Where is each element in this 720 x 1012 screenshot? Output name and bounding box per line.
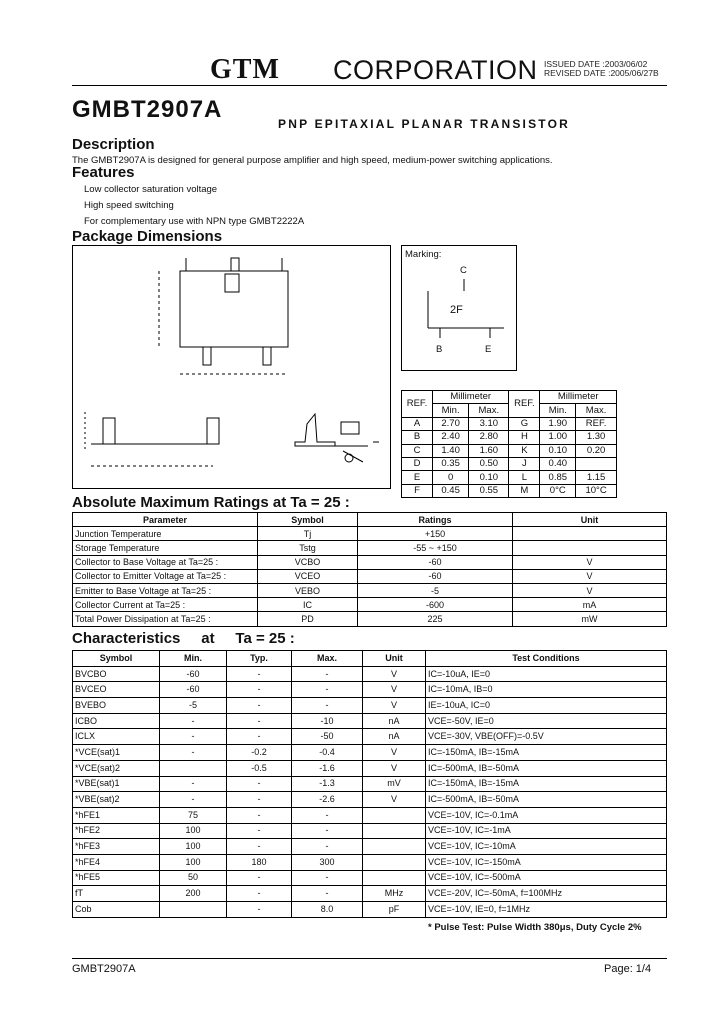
abs-max-header-row <box>73 513 667 527</box>
table-row <box>73 776 667 792</box>
dim-cell: 0.20 <box>576 444 617 457</box>
dim-cell: 0.55 <box>469 484 509 497</box>
col-header: Max. <box>292 651 363 667</box>
max-cell: - <box>292 807 363 823</box>
typ-cell: - <box>227 776 292 792</box>
min-cell: 100 <box>160 854 227 870</box>
min-cell: - <box>160 792 227 808</box>
unit-cell: mW <box>513 612 667 626</box>
col-header: Unit <box>363 651 426 667</box>
min-cell: 200 <box>160 886 227 902</box>
unit-cell: V <box>363 666 426 682</box>
table-row <box>73 569 667 583</box>
dim-cell: 0.10 <box>469 471 509 484</box>
unit-cell: V <box>363 745 426 761</box>
table-row <box>73 870 667 886</box>
min-cell: -5 <box>160 698 227 714</box>
header-rule <box>72 85 667 86</box>
dim-header-mm: Millimeter <box>540 391 617 404</box>
typ-cell: 180 <box>227 854 292 870</box>
unit-cell <box>363 839 426 855</box>
table-row <box>73 807 667 823</box>
revised-date: REVISED DATE :2005/06/27B <box>544 68 659 78</box>
typ-cell: -0.5 <box>227 760 292 776</box>
table-row <box>73 682 667 698</box>
dim-cell: 0.50 <box>469 457 509 470</box>
dim-cell: F <box>402 484 433 497</box>
dim-cell: 1.40 <box>433 444 469 457</box>
unit-cell: nA <box>363 713 426 729</box>
max-cell: - <box>292 698 363 714</box>
unit-cell <box>363 807 426 823</box>
corporation-title: CORPORATION <box>333 55 538 85</box>
abs-max-heading: Absolute Maximum Ratings at Ta = 25 : <box>72 494 350 511</box>
condition-cell: IC=-500mA, IB=-50mA <box>426 792 667 808</box>
max-cell: -10 <box>292 713 363 729</box>
feature-item: Low collector saturation voltage <box>84 184 218 195</box>
table-row <box>73 823 667 839</box>
symbol-cell: PD <box>258 612 358 626</box>
col-header: Typ. <box>227 651 292 667</box>
typ-cell: - <box>227 792 292 808</box>
param-cell: Junction Temperature <box>73 527 258 541</box>
dim-cell: 1.60 <box>469 444 509 457</box>
condition-cell: IC=-10uA, IE=0 <box>426 666 667 682</box>
condition-cell: VCE=-50V, IE=0 <box>426 713 667 729</box>
abs-max-table <box>72 512 667 627</box>
param-cell: Storage Temperature <box>73 541 258 555</box>
typ-cell: - <box>227 839 292 855</box>
col-header: Unit <box>513 513 667 527</box>
feature-item: For complementary use with NPN type GMBT2222A <box>84 216 305 227</box>
typ-cell: - <box>227 886 292 902</box>
table-row <box>73 839 667 855</box>
unit-cell <box>513 527 667 541</box>
symbol-cell: fT <box>73 886 160 902</box>
dim-cell: C <box>402 444 433 457</box>
dim-header-min: Min. <box>433 404 469 417</box>
pin-label-c: C <box>460 265 467 276</box>
min-cell: - <box>160 713 227 729</box>
symbol-cell: *hFE1 <box>73 807 160 823</box>
symbol-cell: BVCEO <box>73 682 160 698</box>
symbol-cell: *VCE(sat)1 <box>73 745 160 761</box>
param-cell: Total Power Dissipation at Ta=25 : <box>73 612 258 626</box>
dimension-table <box>401 390 617 498</box>
param-cell: Collector to Base Voltage at Ta=25 : <box>73 555 258 569</box>
min-cell <box>160 760 227 776</box>
dim-cell: 0.85 <box>540 471 576 484</box>
dim-row <box>402 431 617 444</box>
condition-cell: VCE=-20V, IC=-50mA, f=100MHz <box>426 886 667 902</box>
dim-cell: J <box>509 457 540 470</box>
dim-cell: 1.00 <box>540 431 576 444</box>
package-heading: Package Dimensions <box>72 228 223 245</box>
col-header: Symbol <box>258 513 358 527</box>
pulse-test-note: * Pulse Test: Pulse Width 380μs, Duty Cycle 2% <box>428 922 642 933</box>
unit-cell <box>363 870 426 886</box>
typ-cell: - <box>227 698 292 714</box>
condition-cell: VCE=-10V, IC=-0.1mA <box>426 807 667 823</box>
dim-header-max: Max. <box>576 404 617 417</box>
symbol-cell: *VBE(sat)1 <box>73 776 160 792</box>
unit-cell: mA <box>513 598 667 612</box>
device-subtitle: PNP EPITAXIAL PLANAR TRANSISTOR <box>278 117 571 131</box>
typ-cell: - <box>227 870 292 886</box>
min-cell: -60 <box>160 666 227 682</box>
table-row <box>73 541 667 555</box>
part-number: GMBT2907A <box>72 96 223 123</box>
dim-header-min: Min. <box>540 404 576 417</box>
dim-cell: E <box>402 471 433 484</box>
dim-cell: 2.70 <box>433 417 469 430</box>
dim-cell: 10°C <box>576 484 617 497</box>
table-row <box>73 745 667 761</box>
dim-cell: B <box>402 431 433 444</box>
unit-cell: V <box>363 792 426 808</box>
dim-cell: REF. <box>576 417 617 430</box>
table-row <box>73 886 667 902</box>
dim-header-max: Max. <box>469 404 509 417</box>
rating-cell: 225 <box>358 612 513 626</box>
dim-cell: 0.40 <box>540 457 576 470</box>
rating-cell: -60 <box>358 569 513 583</box>
unit-cell: V <box>513 569 667 583</box>
table-row <box>73 854 667 870</box>
min-cell: 100 <box>160 823 227 839</box>
package-drawing <box>72 245 391 489</box>
rating-cell: +150 <box>358 527 513 541</box>
rating-cell: -600 <box>358 598 513 612</box>
symbol-cell: *VCE(sat)2 <box>73 760 160 776</box>
col-header: Symbol <box>73 651 160 667</box>
table-row <box>73 555 667 569</box>
max-cell: -50 <box>292 729 363 745</box>
typ-cell: - <box>227 729 292 745</box>
condition-cell: VCE=-30V, VBE(OFF)=-0.5V <box>426 729 667 745</box>
dim-cell <box>576 457 617 470</box>
dim-header-ref: REF. <box>402 391 433 418</box>
max-cell: - <box>292 682 363 698</box>
param-cell: Emitter to Base Voltage at Ta=25 : <box>73 583 258 597</box>
symbol-cell: *VBE(sat)2 <box>73 792 160 808</box>
table-row <box>73 698 667 714</box>
min-cell: 75 <box>160 807 227 823</box>
dim-row <box>402 444 617 457</box>
condition-cell: VCE=-10V, IC=-500mA <box>426 870 667 886</box>
table-row <box>73 598 667 612</box>
max-cell: -1.6 <box>292 760 363 776</box>
issued-date: ISSUED DATE :2003/06/02 <box>544 59 648 69</box>
dim-header-ref: REF. <box>509 391 540 418</box>
footer-rule <box>72 958 667 959</box>
unit-cell: V <box>513 555 667 569</box>
issue-dates <box>544 60 659 78</box>
typ-cell: - <box>227 902 292 918</box>
rating-cell: -60 <box>358 555 513 569</box>
dim-cell: L <box>509 471 540 484</box>
dim-cell: K <box>509 444 540 457</box>
dim-cell: D <box>402 457 433 470</box>
table-row <box>73 729 667 745</box>
symbol-cell: *hFE4 <box>73 854 160 870</box>
condition-cell: IE=-10uA, IC=0 <box>426 698 667 714</box>
brand-logo: GTM <box>210 54 280 85</box>
dim-cell: 0.10 <box>540 444 576 457</box>
col-header: Test Conditions <box>426 651 667 667</box>
dim-cell: M <box>509 484 540 497</box>
description-heading: Description <box>72 136 155 153</box>
feature-item: High speed switching <box>84 200 174 211</box>
table-row <box>73 792 667 808</box>
param-cell: Collector to Emitter Voltage at Ta=25 : <box>73 569 258 583</box>
dim-cell: 2.40 <box>433 431 469 444</box>
dim-cell: 0°C <box>540 484 576 497</box>
unit-cell: nA <box>363 729 426 745</box>
symbol-cell: *hFE5 <box>73 870 160 886</box>
symbol-cell: Tj <box>258 527 358 541</box>
dim-row <box>402 471 617 484</box>
table-row <box>73 760 667 776</box>
min-cell: 100 <box>160 839 227 855</box>
symbol-cell: VCBO <box>258 555 358 569</box>
dim-header-row <box>402 391 617 404</box>
table-row <box>73 527 667 541</box>
unit-cell: V <box>513 583 667 597</box>
dim-row <box>402 484 617 497</box>
symbol-cell: VCEO <box>258 569 358 583</box>
max-cell: - <box>292 666 363 682</box>
max-cell: 300 <box>292 854 363 870</box>
typ-cell: -0.2 <box>227 745 292 761</box>
dim-cell: 3.10 <box>469 417 509 430</box>
dim-header-mm: Millimeter <box>433 391 509 404</box>
col-header: Ratings <box>358 513 513 527</box>
footer-part-number: GMBT2907A <box>72 963 136 975</box>
unit-cell: V <box>363 682 426 698</box>
max-cell: - <box>292 886 363 902</box>
dim-cell: 0 <box>433 471 469 484</box>
table-row <box>73 612 667 626</box>
symbol-cell: IC <box>258 598 358 612</box>
unit-cell <box>363 854 426 870</box>
min-cell: - <box>160 729 227 745</box>
table-row <box>73 713 667 729</box>
max-cell: -0.4 <box>292 745 363 761</box>
condition-cell: VCE=-10V, IC=-1mA <box>426 823 667 839</box>
symbol-cell: *hFE3 <box>73 839 160 855</box>
table-row <box>73 902 667 918</box>
col-header: Min. <box>160 651 227 667</box>
table-row <box>73 666 667 682</box>
condition-cell: IC=-10mA, IB=0 <box>426 682 667 698</box>
symbol-cell: VEBO <box>258 583 358 597</box>
dim-cell: G <box>509 417 540 430</box>
symbol-cell: Tstg <box>258 541 358 555</box>
max-cell: - <box>292 839 363 855</box>
max-cell: -1.3 <box>292 776 363 792</box>
col-header: Parameter <box>73 513 258 527</box>
min-cell: - <box>160 776 227 792</box>
unit-cell: mV <box>363 776 426 792</box>
unit-cell <box>513 541 667 555</box>
dim-cell: 0.35 <box>433 457 469 470</box>
typ-cell: - <box>227 823 292 839</box>
dim-cell: 1.15 <box>576 471 617 484</box>
pin-label-e: E <box>485 344 492 355</box>
table-row <box>73 583 667 597</box>
condition-cell: IC=-150mA, IB=-15mA <box>426 745 667 761</box>
condition-cell: IC=-500mA, IB=-50mA <box>426 760 667 776</box>
pin-label-b: B <box>436 344 443 355</box>
symbol-cell: ICLX <box>73 729 160 745</box>
min-cell <box>160 902 227 918</box>
typ-cell: - <box>227 666 292 682</box>
condition-cell: VCE=-10V, IE=0, f=1MHz <box>426 902 667 918</box>
rating-cell: -5 <box>358 583 513 597</box>
symbol-cell: ICBO <box>73 713 160 729</box>
typ-cell: - <box>227 807 292 823</box>
package-outline-drawing <box>73 246 390 488</box>
typ-cell: - <box>227 682 292 698</box>
dim-cell: 2.80 <box>469 431 509 444</box>
dim-cell: A <box>402 417 433 430</box>
symbol-cell: *hFE2 <box>73 823 160 839</box>
max-cell: 8.0 <box>292 902 363 918</box>
marking-box <box>401 245 517 371</box>
dim-cell: 1.90 <box>540 417 576 430</box>
typ-cell: - <box>227 713 292 729</box>
condition-cell: VCE=-10V, IC=-150mA <box>426 854 667 870</box>
unit-cell: V <box>363 760 426 776</box>
max-cell: - <box>292 870 363 886</box>
features-heading: Features <box>72 164 135 181</box>
dim-cell: 0.45 <box>433 484 469 497</box>
dim-row <box>402 457 617 470</box>
min-cell: - <box>160 745 227 761</box>
param-cell: Collector Current at Ta=25 : <box>73 598 258 612</box>
symbol-cell: Cob <box>73 902 160 918</box>
max-cell: - <box>292 823 363 839</box>
characteristics-table <box>72 650 667 918</box>
condition-cell: VCE=-10V, IC=-10mA <box>426 839 667 855</box>
min-cell: -60 <box>160 682 227 698</box>
condition-cell: IC=-150mA, IB=-15mA <box>426 776 667 792</box>
max-cell: -2.6 <box>292 792 363 808</box>
unit-cell: V <box>363 698 426 714</box>
dim-row <box>402 417 617 430</box>
unit-cell: pF <box>363 902 426 918</box>
unit-cell: MHz <box>363 886 426 902</box>
footer-page-number: Page: 1/4 <box>604 963 652 975</box>
char-header-row <box>73 651 667 667</box>
symbol-cell: BVEBO <box>73 698 160 714</box>
symbol-cell: BVCBO <box>73 666 160 682</box>
description-text: The GMBT2907A is designed for general purpose amplifier and high speed, medium-power switching applications. <box>72 155 553 166</box>
rating-cell: -55 ~ +150 <box>358 541 513 555</box>
marking-label: Marking: <box>405 249 442 260</box>
characteristics-heading: Characteristics at Ta = 25 : <box>72 630 295 647</box>
marking-code: 2F <box>450 304 463 316</box>
min-cell: 50 <box>160 870 227 886</box>
dim-cell: 1.30 <box>576 431 617 444</box>
dim-cell: H <box>509 431 540 444</box>
unit-cell <box>363 823 426 839</box>
